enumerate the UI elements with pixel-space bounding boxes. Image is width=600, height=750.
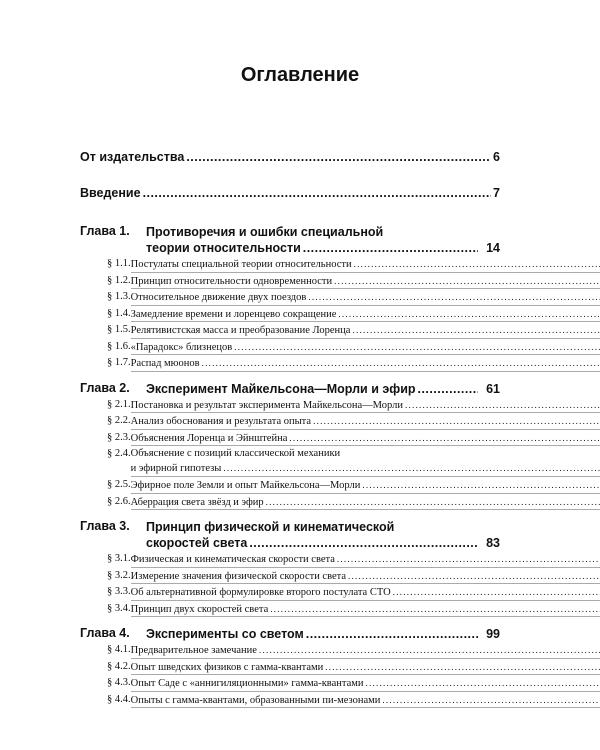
toc-entry-introduction: [80, 186, 500, 206]
dot-leader: [418, 381, 478, 397]
dot-leader: [289, 430, 600, 447]
section-entry: [80, 339, 500, 356]
dot-leader: [354, 256, 600, 273]
section-title: Предварительное замечание: [130, 645, 257, 656]
dot-leader: [202, 355, 600, 372]
entry-title: От издательства: [80, 150, 185, 164]
dot-leader: [338, 306, 600, 323]
section-entry: [80, 256, 500, 273]
section-title: Об альтернативной формулировке второго постулата СТО: [130, 587, 391, 598]
section-title-line-2: и эфирной гипотезы: [130, 463, 222, 474]
section-number: § 4.2.: [107, 660, 131, 672]
section-entry: [80, 675, 500, 692]
section-entry: [80, 551, 500, 568]
section-number: § 2.1.: [107, 398, 131, 410]
chapter-page: 61: [486, 381, 500, 396]
section-title: Физическая и кинематическая скорости света: [130, 554, 335, 565]
dot-leader: [362, 477, 600, 494]
section-entry: [80, 659, 500, 676]
dot-leader: [143, 186, 491, 200]
section-title: Замедление времени и лоренцево сокращение: [130, 308, 337, 320]
dot-leader: [266, 494, 600, 511]
chapter-page: 99: [486, 627, 500, 641]
section-number: § 4.1.: [107, 644, 131, 655]
entry-page: 6: [493, 150, 500, 164]
section-number: § 3.4.: [107, 602, 131, 614]
chapter-title-line-1: Эксперименты со светом: [146, 627, 304, 641]
entry-page: 7: [493, 186, 500, 200]
section-number: § 2.6.: [107, 495, 131, 507]
dot-leader: [352, 322, 600, 339]
section-entry: [80, 413, 500, 430]
section-title: Постановка и результат эксперимента Майкельсона—Морли: [130, 399, 403, 411]
section-number: § 2.4.: [107, 448, 131, 459]
chapter-title-line-2: теории относительности: [146, 241, 301, 255]
section-title: Постулаты специальной теории относительности: [130, 259, 352, 270]
table-of-contents: [80, 150, 500, 708]
section-title: Релятивистская масса и преобразование Лоренца: [130, 325, 351, 336]
dot-leader: [306, 626, 478, 642]
section-number: § 1.4.: [107, 307, 131, 319]
chapter-2-heading: [80, 381, 500, 397]
chapter-1-heading: [80, 224, 500, 256]
dot-leader: [382, 692, 600, 709]
section-number: § 4.4.: [107, 693, 131, 705]
chapter-page: 14: [486, 241, 500, 255]
section-number: § 1.7.: [107, 357, 131, 368]
section-number: § 2.2.: [107, 415, 131, 426]
chapter-title-line-1: Противоречия и ошибки специальной: [146, 225, 384, 239]
section-title: Опыты с гамма-квантами, образованными пи-мезонами: [130, 694, 381, 706]
section-entry: [80, 289, 500, 306]
section-entry: [80, 397, 500, 414]
dot-leader: [348, 568, 600, 585]
section-title: Анализ обоснования и результата опыта: [130, 416, 312, 427]
entry-title: Введение: [80, 186, 141, 200]
section-entry: [80, 568, 500, 585]
section-number: § 2.5.: [107, 479, 131, 490]
section-title: Распад мюонов: [130, 358, 200, 369]
dot-leader: [325, 659, 600, 676]
section-entry: [80, 692, 500, 709]
chapter-4-heading: [80, 626, 500, 642]
section-entry: [80, 322, 500, 339]
section-entry: [80, 601, 500, 618]
dot-leader: [259, 642, 600, 659]
chapter-number: Глава 4.: [80, 626, 130, 640]
dot-leader: [334, 273, 600, 290]
section-number: § 1.5.: [107, 324, 131, 335]
chapter-3-heading: [80, 519, 500, 551]
dot-leader: [303, 240, 478, 256]
dot-leader: [223, 461, 600, 476]
section-entry: [80, 273, 500, 290]
dot-leader: [249, 535, 478, 551]
section-title: Принцип относительности одновременности: [130, 275, 333, 287]
chapter-title-line-1: Принцип физической и кинематической: [146, 520, 395, 534]
section-title: Эфирное поле Земли и опыт Майкельсона—Морли: [130, 480, 361, 491]
chapter-number: Глава 2.: [80, 380, 130, 395]
dot-leader: [366, 675, 600, 692]
chapter-title-line-1: Эксперимент Майкельсона—Морли и эфир: [146, 381, 416, 396]
section-title: «Парадокс» близнецов: [130, 341, 233, 353]
chapter-number: Глава 3.: [80, 519, 130, 533]
section-entry: [80, 446, 500, 477]
section-number: § 1.6.: [107, 340, 131, 352]
section-number: § 3.1.: [107, 553, 131, 564]
dot-leader: [270, 601, 600, 618]
chapter-page: 83: [486, 536, 500, 550]
section-number: § 1.1.: [107, 258, 131, 269]
section-title: Опыт шведских физиков с гамма-квантами: [130, 661, 324, 673]
toc-entry-preface: [80, 150, 500, 170]
section-title: Относительное движение двух поездов: [130, 292, 307, 303]
section-title: Принцип двух скоростей света: [130, 603, 269, 615]
section-number: § 3.2.: [107, 569, 131, 581]
section-title: Измерение значения физической скорости света: [130, 570, 347, 582]
dot-leader: [308, 289, 600, 306]
section-number: § 2.3.: [107, 431, 131, 443]
section-entry: [80, 494, 500, 511]
chapter-title-line-2: скоростей света: [146, 536, 248, 550]
dot-leader: [186, 150, 491, 164]
dot-leader: [393, 584, 600, 601]
dot-leader: [313, 413, 600, 430]
page-title: Оглавление: [240, 64, 360, 86]
section-entry: [80, 642, 500, 659]
section-title: Объяснение с позиций классической механики: [130, 448, 341, 459]
section-title: Объяснения Лоренца и Эйнштейна: [130, 432, 288, 444]
section-entry: [80, 584, 500, 601]
section-title: Опыт Саде с «аннигиляционными» гамма-квантами: [130, 678, 364, 689]
section-number: § 1.2.: [107, 274, 131, 286]
dot-leader: [234, 339, 600, 356]
section-entry: [80, 355, 500, 372]
section-number: § 1.3.: [107, 291, 131, 302]
section-number: § 3.3.: [107, 586, 131, 597]
dot-leader: [405, 397, 600, 414]
section-entry: [80, 477, 500, 494]
section-entry: [80, 306, 500, 323]
section-entry: [80, 430, 500, 447]
section-number: § 4.3.: [107, 677, 131, 688]
dot-leader: [337, 551, 600, 568]
section-title: Аберрация света звёзд и эфир: [130, 496, 264, 508]
chapter-number: Глава 1.: [80, 224, 130, 238]
